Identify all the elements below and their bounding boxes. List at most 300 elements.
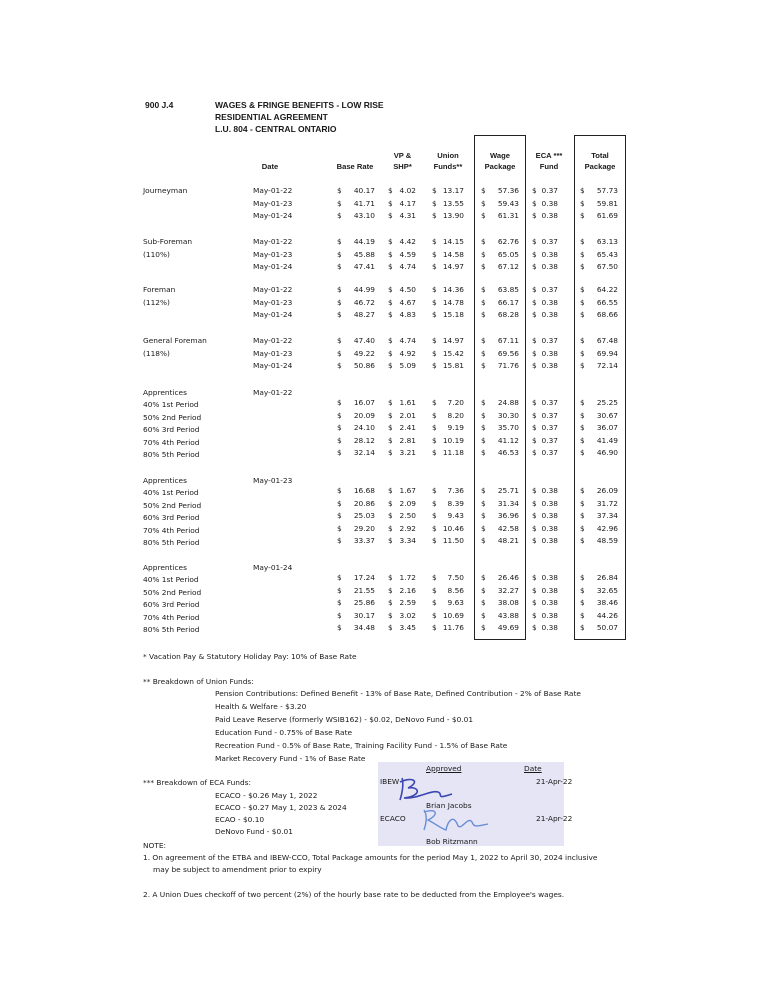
- currency-sign: $: [532, 262, 537, 271]
- value-union: 10.19: [442, 435, 464, 445]
- value-total: 38.46: [596, 598, 618, 607]
- cell-union: [432, 237, 464, 246]
- value-eca: 0.37: [541, 435, 558, 445]
- cell-union: [432, 524, 464, 533]
- currency-sign: $: [337, 186, 342, 195]
- currency-sign: $: [481, 598, 486, 607]
- row-date: May-01-23: [253, 297, 293, 307]
- currency-sign: $: [532, 498, 537, 508]
- value-base: 44.19: [353, 237, 375, 246]
- cell-wage: [481, 349, 519, 358]
- currency-sign: $: [532, 361, 537, 370]
- value-base: 24.10: [353, 423, 375, 432]
- col-eca-2: Fund: [539, 162, 559, 171]
- cell-wage: [481, 623, 519, 632]
- value-union: 9.43: [447, 511, 464, 520]
- apprentice-date: May-01-24: [253, 563, 293, 572]
- cell-wage: [481, 598, 519, 607]
- cell-wage: [481, 573, 519, 582]
- cell-union: [432, 598, 464, 607]
- currency-sign: $: [532, 198, 537, 208]
- cell-union: [432, 573, 464, 582]
- value-vp: 1.67: [399, 486, 416, 495]
- union-line: Market Recovery Fund - 1% of Base Rate: [215, 754, 366, 763]
- currency-sign: $: [337, 237, 342, 246]
- value-wage: 25.71: [497, 486, 519, 495]
- value-total: 26.84: [596, 573, 618, 582]
- cell-eca: [532, 436, 558, 445]
- currency-sign: $: [388, 348, 393, 358]
- value-union: 15.18: [442, 310, 464, 319]
- cell-vp: [388, 486, 416, 495]
- currency-sign: $: [532, 410, 537, 420]
- value-vp: 4.83: [399, 310, 416, 319]
- currency-sign: $: [532, 573, 537, 582]
- cell-total: [580, 436, 618, 445]
- cell-total: [580, 524, 618, 533]
- value-base: 45.88: [353, 249, 375, 259]
- value-total: 72.14: [596, 361, 618, 370]
- apprentice-period: 40% 1st Period: [143, 400, 199, 409]
- value-union: 8.39: [447, 498, 464, 508]
- currency-sign: $: [388, 573, 393, 582]
- cell-total: [580, 310, 618, 319]
- cell-base: [337, 423, 375, 432]
- cell-base: [337, 285, 375, 294]
- ecaco-signature: [418, 806, 498, 834]
- currency-sign: $: [481, 623, 486, 632]
- currency-sign: $: [532, 435, 537, 445]
- group-label: Sub-Foreman: [143, 237, 193, 246]
- currency-sign: $: [388, 585, 393, 595]
- apprentice-label: Apprentices: [143, 476, 187, 485]
- currency-sign: $: [388, 398, 393, 407]
- currency-sign: $: [580, 610, 585, 620]
- currency-sign: $: [432, 435, 437, 445]
- apprentice-period: 50% 2nd Period: [143, 587, 202, 597]
- currency-sign: $: [532, 237, 537, 246]
- value-wage: 68.28: [497, 310, 519, 319]
- value-wage: 38.08: [497, 598, 519, 607]
- currency-sign: $: [388, 435, 393, 445]
- cell-base: [337, 250, 375, 259]
- value-wage: 24.88: [497, 398, 519, 407]
- cell-total: [580, 186, 618, 195]
- value-union: 9.63: [447, 598, 464, 607]
- cell-eca: [532, 262, 558, 271]
- stamp-ecaco-date: 21-Apr-22: [536, 814, 573, 823]
- value-total: 67.48: [596, 336, 618, 345]
- value-wage: 61.31: [497, 211, 519, 220]
- currency-sign: $: [432, 523, 437, 533]
- col-total-1: Total: [591, 151, 609, 160]
- note-head: NOTE:: [143, 841, 167, 850]
- currency-sign: $: [532, 523, 537, 533]
- group-label: Foreman: [143, 285, 176, 294]
- currency-sign: $: [388, 486, 393, 495]
- cell-vp: [388, 310, 416, 319]
- cell-vp: [388, 448, 416, 457]
- cell-base: [337, 573, 375, 582]
- row-date: May-01-24: [253, 211, 293, 220]
- cell-union: [432, 361, 464, 370]
- apprentice-label: Apprentices: [143, 388, 187, 397]
- value-union: 13.17: [442, 186, 464, 195]
- value-total: 32.65: [596, 585, 618, 595]
- value-wage: 26.46: [497, 573, 519, 582]
- currency-sign: $: [481, 297, 486, 307]
- currency-sign: $: [580, 237, 585, 246]
- currency-sign: $: [580, 285, 585, 294]
- cell-base: [337, 511, 375, 520]
- value-eca: 0.38: [541, 598, 558, 607]
- value-eca: 0.38: [541, 536, 558, 545]
- currency-sign: $: [532, 423, 537, 432]
- value-wage: 42.58: [497, 523, 519, 533]
- currency-sign: $: [580, 435, 585, 445]
- currency-sign: $: [337, 498, 342, 508]
- currency-sign: $: [481, 262, 486, 271]
- value-base: 28.12: [353, 435, 375, 445]
- cell-vp: [388, 536, 416, 545]
- apprentice-period: 60% 3rd Period: [143, 513, 200, 522]
- cell-base: [337, 499, 375, 508]
- value-base: 40.17: [353, 186, 375, 195]
- currency-sign: $: [432, 361, 437, 370]
- cell-vp: [388, 262, 416, 271]
- currency-sign: $: [337, 598, 342, 607]
- currency-sign: $: [388, 610, 393, 620]
- currency-sign: $: [432, 398, 437, 407]
- value-wage: 62.76: [497, 237, 519, 246]
- value-base: 33.37: [353, 536, 375, 545]
- cell-vp: [388, 623, 416, 632]
- currency-sign: $: [481, 610, 486, 620]
- currency-sign: $: [432, 536, 437, 545]
- value-total: 64.22: [596, 285, 618, 294]
- currency-sign: $: [337, 511, 342, 520]
- value-eca: 0.38: [541, 498, 558, 508]
- value-vp: 4.02: [399, 186, 416, 195]
- row-date: May-01-23: [253, 249, 293, 259]
- cell-wage: [481, 285, 519, 294]
- value-eca: 0.38: [541, 310, 558, 319]
- row-date: May-01-24: [253, 262, 293, 271]
- cell-eca: [532, 250, 558, 259]
- value-base: 20.86: [353, 498, 375, 508]
- currency-sign: $: [388, 448, 393, 457]
- cell-eca: [532, 398, 558, 407]
- value-union: 8.56: [447, 585, 464, 595]
- value-total: 44.26: [596, 610, 618, 620]
- apprentice-period: 40% 1st Period: [143, 488, 199, 497]
- currency-sign: $: [580, 361, 585, 370]
- value-wage: 41.12: [497, 435, 519, 445]
- currency-sign: $: [532, 511, 537, 520]
- currency-sign: $: [481, 498, 486, 508]
- cell-union: [432, 411, 464, 420]
- cell-total: [580, 361, 618, 370]
- value-wage: 69.56: [497, 348, 519, 358]
- value-total: 67.50: [596, 262, 618, 271]
- cell-vp: [388, 611, 416, 620]
- cell-eca: [532, 361, 558, 370]
- value-vp: 3.21: [399, 448, 416, 457]
- value-total: 69.94: [596, 348, 618, 358]
- currency-sign: $: [481, 336, 486, 345]
- currency-sign: $: [532, 186, 537, 195]
- cell-base: [337, 598, 375, 607]
- stamp-ecaco-name: Bob Ritzmann: [426, 837, 478, 846]
- currency-sign: $: [388, 211, 393, 220]
- cell-union: [432, 448, 464, 457]
- cell-eca: [532, 423, 558, 432]
- currency-sign: $: [432, 511, 437, 520]
- union-line: Pension Contributions: Defined Benefit - 13% of Base Rate, Defined Contribution - 2% of Base Rate: [215, 689, 581, 698]
- value-union: 8.20: [447, 410, 464, 420]
- value-total: 59.81: [596, 198, 618, 208]
- currency-sign: $: [432, 336, 437, 345]
- value-union: 7.36: [447, 486, 464, 495]
- currency-sign: $: [337, 310, 342, 319]
- value-eca: 0.38: [541, 262, 558, 271]
- cell-union: [432, 423, 464, 432]
- currency-sign: $: [481, 285, 486, 294]
- cell-base: [337, 411, 375, 420]
- value-wage: 65.05: [497, 249, 519, 259]
- cell-wage: [481, 536, 519, 545]
- value-vp: 2.50: [399, 511, 416, 520]
- currency-sign: $: [388, 410, 393, 420]
- group-sublabel: (112%): [143, 297, 170, 307]
- approval-stamp: [378, 762, 573, 846]
- value-union: 9.19: [447, 423, 464, 432]
- currency-sign: $: [481, 511, 486, 520]
- value-base: 47.41: [353, 262, 375, 271]
- currency-sign: $: [580, 336, 585, 345]
- cell-base: [337, 310, 375, 319]
- currency-sign: $: [532, 610, 537, 620]
- stamp-ibew-date: 21-Apr-22: [536, 777, 573, 786]
- currency-sign: $: [532, 536, 537, 545]
- apprentice-date: May-01-22: [253, 388, 293, 397]
- row-date: May-01-22: [253, 237, 293, 246]
- value-eca: 0.37: [541, 398, 558, 407]
- value-vp: 4.59: [399, 249, 416, 259]
- cell-wage: [481, 250, 519, 259]
- value-vp: 4.67: [399, 297, 416, 307]
- cell-wage: [481, 511, 519, 520]
- cell-base: [337, 586, 375, 595]
- cell-wage: [481, 448, 519, 457]
- union-line: Paid Leave Reserve (formerly WSIB162) - $0.02, DeNovo Fund - $0.01: [215, 715, 474, 724]
- value-total: 57.73: [596, 186, 618, 195]
- cell-base: [337, 186, 375, 195]
- value-union: 13.55: [442, 198, 464, 208]
- currency-sign: $: [481, 410, 486, 420]
- currency-sign: $: [388, 361, 393, 370]
- value-vp: 4.74: [399, 336, 416, 345]
- value-union: 7.50: [447, 573, 464, 582]
- cell-total: [580, 349, 618, 358]
- cell-eca: [532, 536, 558, 545]
- currency-sign: $: [580, 198, 585, 208]
- cell-union: [432, 436, 464, 445]
- currency-sign: $: [432, 297, 437, 307]
- currency-sign: $: [481, 198, 486, 208]
- value-wage: 59.43: [497, 198, 519, 208]
- cell-eca: [532, 511, 558, 520]
- cell-vp: [388, 349, 416, 358]
- value-base: 47.40: [353, 336, 375, 345]
- currency-sign: $: [481, 211, 486, 220]
- currency-sign: $: [432, 285, 437, 294]
- cell-eca: [532, 298, 558, 307]
- value-base: 25.86: [353, 598, 375, 607]
- document-code: 900 J.4: [145, 100, 174, 110]
- value-union: 7.20: [447, 398, 464, 407]
- footnote-vacation: * Vacation Pay & Statutory Holiday Pay: 10% of Base Rate: [143, 652, 357, 661]
- cell-base: [337, 536, 375, 545]
- col-wage-2: Package: [484, 162, 516, 171]
- value-wage: 71.76: [497, 361, 519, 370]
- cell-wage: [481, 398, 519, 407]
- row-date: May-01-22: [253, 285, 293, 294]
- value-union: 14.58: [442, 249, 464, 259]
- cell-eca: [532, 186, 558, 195]
- cell-total: [580, 536, 618, 545]
- value-eca: 0.38: [541, 486, 558, 495]
- value-base: 32.14: [353, 448, 375, 457]
- value-vp: 2.41: [399, 423, 416, 432]
- value-union: 13.90: [442, 211, 464, 220]
- cell-total: [580, 298, 618, 307]
- cell-eca: [532, 411, 558, 420]
- currency-sign: $: [337, 262, 342, 271]
- currency-sign: $: [337, 448, 342, 457]
- cell-base: [337, 237, 375, 246]
- value-vp: 2.81: [399, 435, 416, 445]
- cell-wage: [481, 499, 519, 508]
- value-total: 50.07: [596, 623, 618, 632]
- value-total: 42.96: [596, 523, 618, 533]
- cell-vp: [388, 211, 416, 220]
- cell-vp: [388, 336, 416, 345]
- currency-sign: $: [388, 198, 393, 208]
- value-vp: 5.09: [399, 361, 416, 370]
- currency-sign: $: [337, 573, 342, 582]
- currency-sign: $: [388, 186, 393, 195]
- currency-sign: $: [580, 511, 585, 520]
- currency-sign: $: [388, 423, 393, 432]
- apprentice-period: 80% 5th Period: [143, 625, 200, 634]
- currency-sign: $: [532, 486, 537, 495]
- currency-sign: $: [388, 623, 393, 632]
- currency-sign: $: [337, 198, 342, 208]
- cell-total: [580, 423, 618, 432]
- currency-sign: $: [337, 211, 342, 220]
- value-vp: 2.09: [399, 498, 416, 508]
- value-total: 26.09: [596, 486, 618, 495]
- cell-eca: [532, 586, 558, 595]
- cell-vp: [388, 237, 416, 246]
- currency-sign: $: [532, 211, 537, 220]
- cell-union: [432, 511, 464, 520]
- value-eca: 0.38: [541, 361, 558, 370]
- cell-total: [580, 623, 618, 632]
- cell-total: [580, 398, 618, 407]
- value-union: 14.36: [442, 285, 464, 294]
- cell-total: [580, 573, 618, 582]
- cell-wage: [481, 486, 519, 495]
- apprentice-period: 80% 5th Period: [143, 450, 200, 459]
- currency-sign: $: [580, 410, 585, 420]
- cell-total: [580, 499, 618, 508]
- cell-wage: [481, 611, 519, 620]
- currency-sign: $: [532, 285, 537, 294]
- value-base: 46.72: [353, 297, 375, 307]
- value-eca: 0.38: [541, 249, 558, 259]
- note-1: 1. On agreement of the ETBA and IBEW-CCO, Total Package amounts for the period May 1, 2022 to April 30, 2024 inclusive: [143, 853, 598, 862]
- cell-base: [337, 448, 375, 457]
- currency-sign: $: [532, 398, 537, 407]
- currency-sign: $: [337, 249, 342, 259]
- currency-sign: $: [432, 573, 437, 582]
- value-wage: 30.30: [497, 410, 519, 420]
- value-eca: 0.38: [541, 297, 558, 307]
- cell-eca: [532, 524, 558, 533]
- currency-sign: $: [337, 285, 342, 294]
- currency-sign: $: [481, 423, 486, 432]
- currency-sign: $: [481, 361, 486, 370]
- cell-union: [432, 250, 464, 259]
- currency-sign: $: [580, 486, 585, 495]
- union-line: Education Fund - 0.75% of Base Rate: [215, 728, 353, 737]
- cell-wage: [481, 186, 519, 195]
- value-union: 10.69: [442, 610, 464, 620]
- cell-base: [337, 262, 375, 271]
- local-union: L.U. 804 - CENTRAL ONTARIO: [215, 124, 337, 134]
- cell-vp: [388, 423, 416, 432]
- apprentice-period: 50% 2nd Period: [143, 412, 202, 422]
- currency-sign: $: [337, 348, 342, 358]
- apprentice-label: Apprentices: [143, 563, 187, 572]
- value-total: 36.07: [596, 423, 618, 432]
- cell-base: [337, 298, 375, 307]
- cell-wage: [481, 361, 519, 370]
- value-vp: 3.34: [399, 536, 416, 545]
- cell-wage: [481, 524, 519, 533]
- cell-total: [580, 199, 618, 208]
- value-base: 16.68: [353, 486, 375, 495]
- cell-eca: [532, 611, 558, 620]
- cell-vp: [388, 250, 416, 259]
- value-eca: 0.37: [541, 448, 558, 457]
- currency-sign: $: [580, 398, 585, 407]
- currency-sign: $: [337, 361, 342, 370]
- value-eca: 0.38: [541, 198, 558, 208]
- currency-sign: $: [532, 585, 537, 595]
- currency-sign: $: [432, 198, 437, 208]
- cell-wage: [481, 423, 519, 432]
- value-eca: 0.37: [541, 285, 558, 294]
- eca-line: ECACO - $0.26 May 1, 2022: [215, 791, 318, 800]
- currency-sign: $: [580, 310, 585, 319]
- currency-sign: $: [432, 249, 437, 259]
- value-base: 43.10: [353, 211, 375, 220]
- cell-base: [337, 361, 375, 370]
- row-date: May-01-23: [253, 348, 293, 358]
